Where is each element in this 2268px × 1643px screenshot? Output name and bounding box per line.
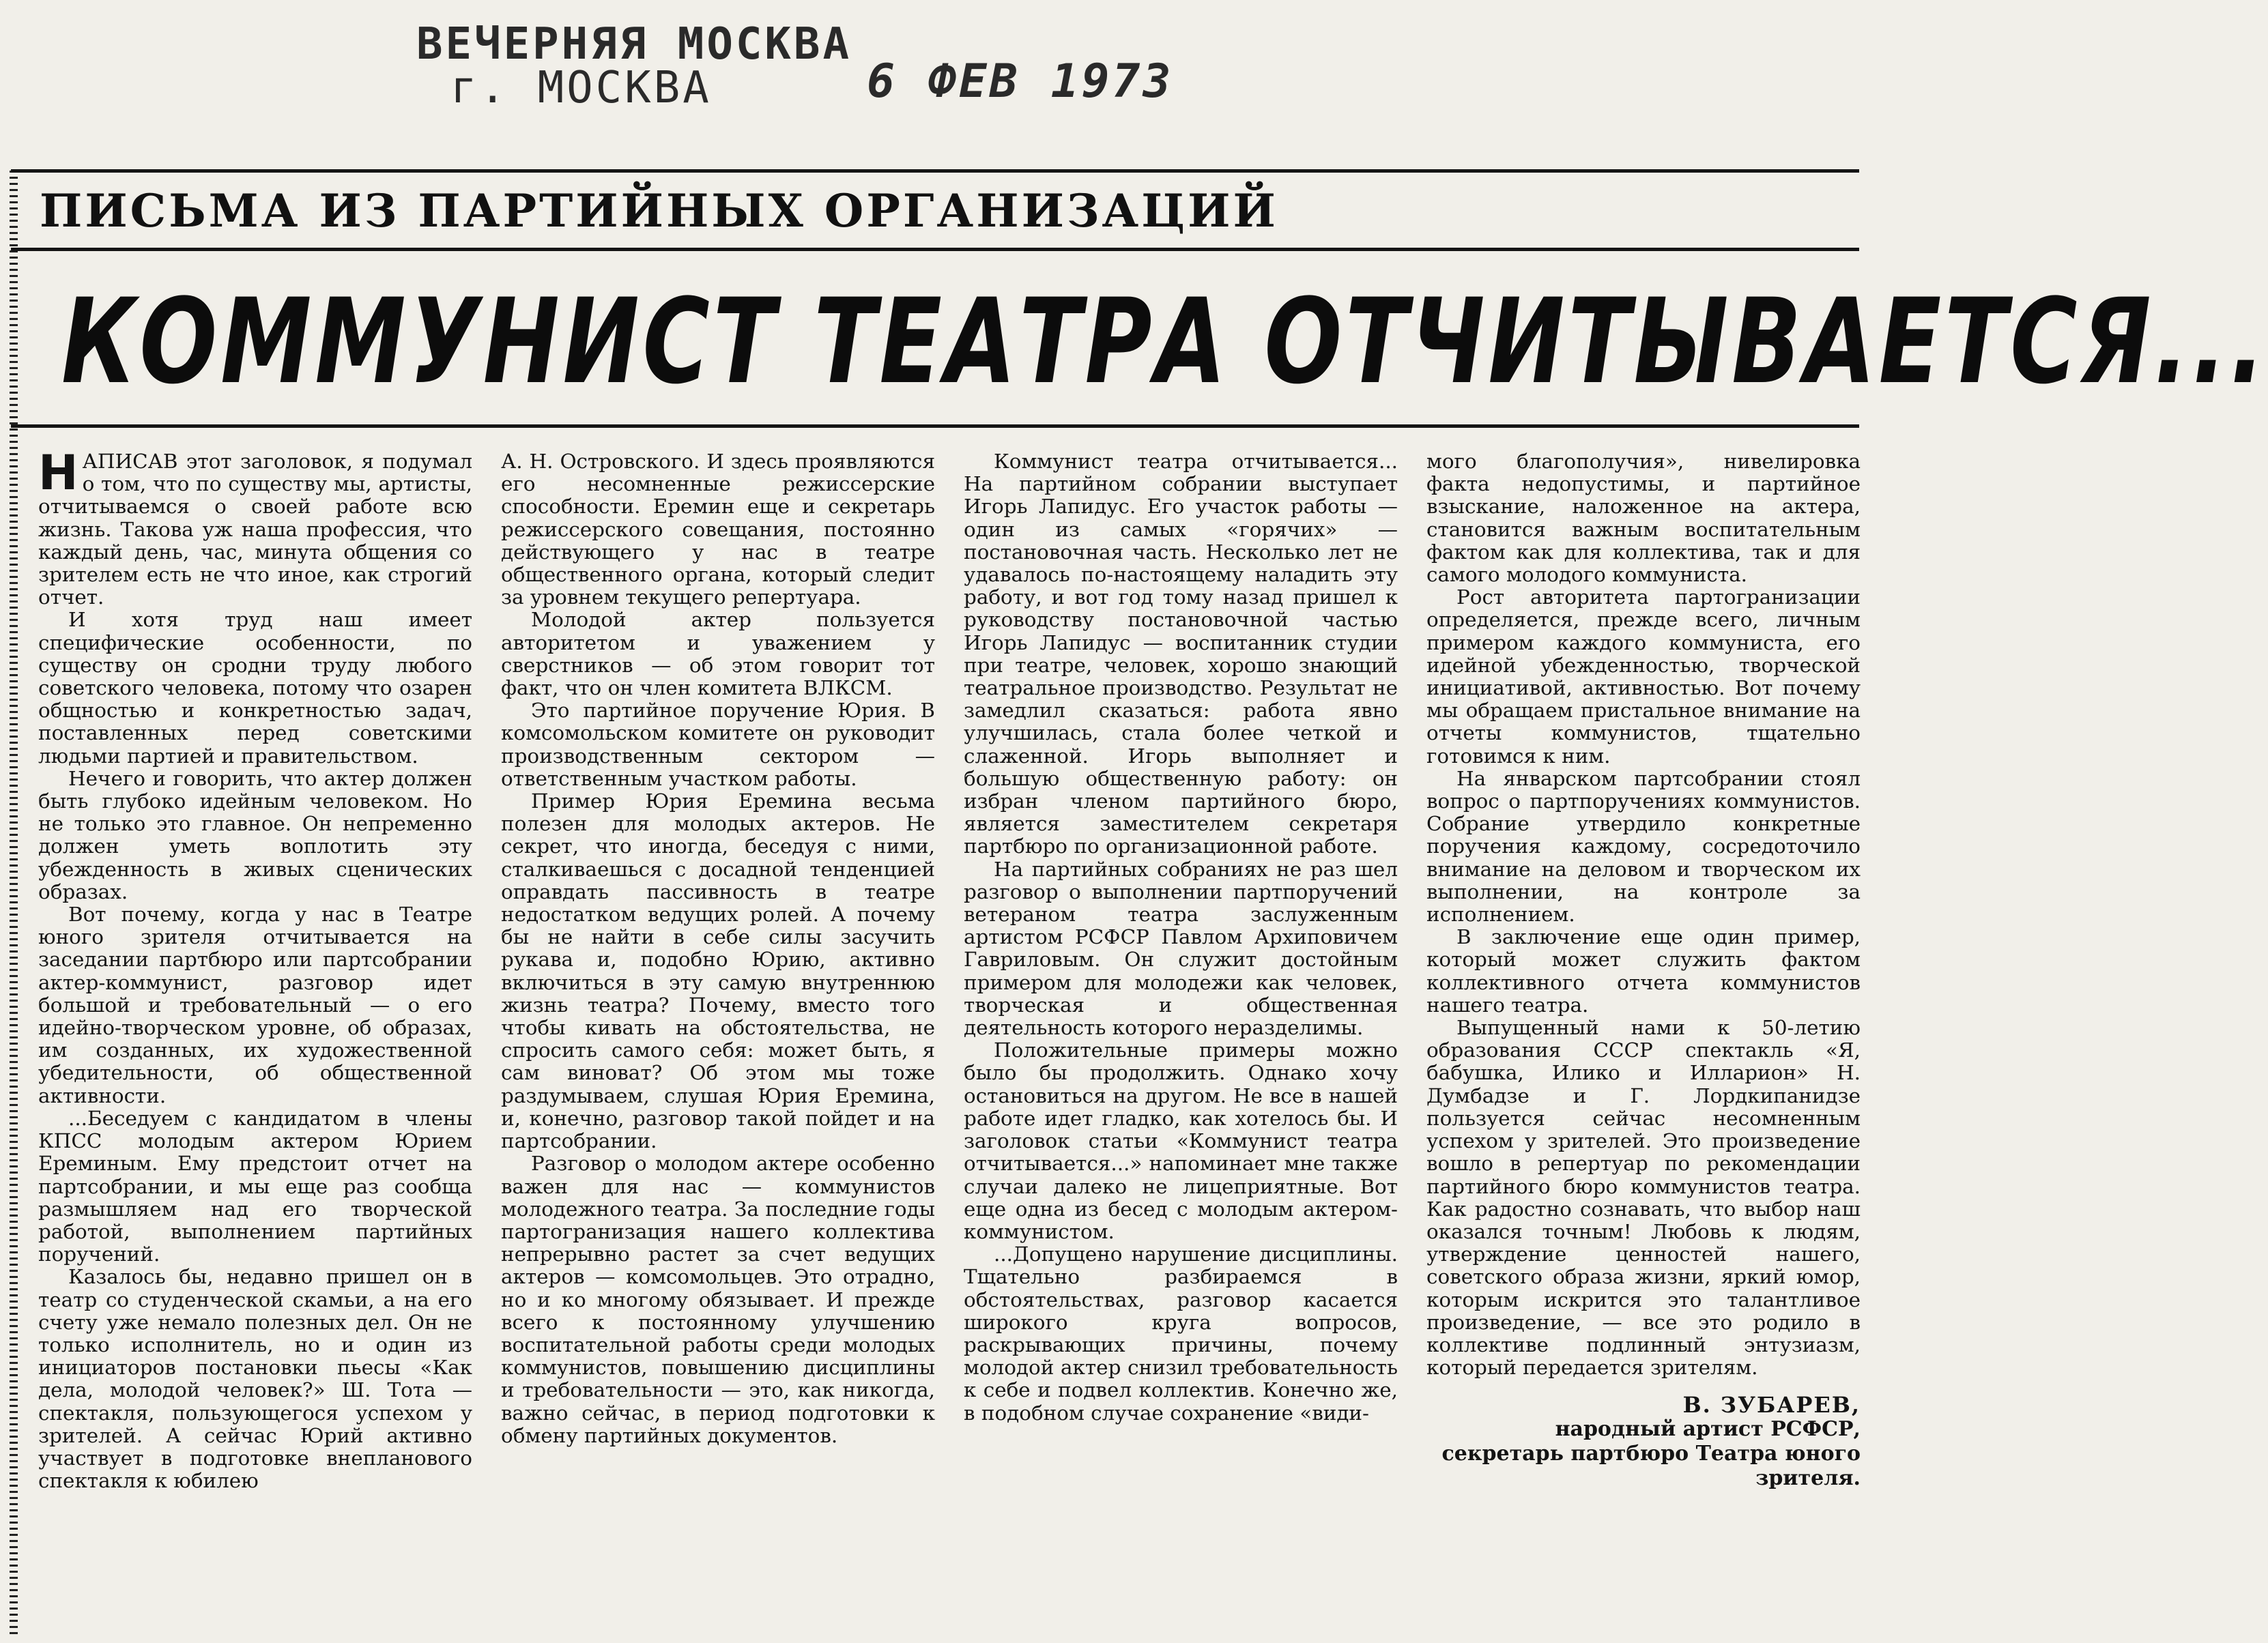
author-position: секретарь партбюро Театра юного зрителя.	[1441, 1442, 1861, 1491]
article-paragraph: Коммунист театра отчитывается... На партийном собрании выступает Игорь Лапидус. Его участок работы — один из самых «горячих» — постановочная часть. Несколько лет не удавалось по-настоящему наладить эту работу, и вот год тому назад пришел к руководству постановочной частью Игорь Лапидус — воспитанник студии при театре, человек, хорошо знающий театральное производство. Результат не замедлил сказаться: работа явно улучшилась, стала более четкой и слаженной. Игорь выполняет и большую общественную работу: он избран членом партийного бюро, является заместителем секретаря партбюро по организационной работе.	[964, 450, 1398, 858]
city-stamp: г. МОСКВА	[450, 63, 712, 113]
paragraph-text: АПИСАВ этот заголовок, я подумал о том, что по существу мы, артисты, отчитываемся о своей работе всю жизнь. Такова уж наша профессия, что каждый день, час, минута общения со зрителем есть не что иное, как строгий отчет.	[38, 450, 472, 609]
article-paragraph: ...Беседуем с кандидатом в члены КПСС молодым актером Юрием Ереминым. Ему предстоит отчет на партсобрании, и мы еще раз сообща размышляем над его творческой работой, выполнением партийных поручений.	[38, 1106, 472, 1266]
article-body	[38, 445, 1861, 1638]
date-stamp: 6 ФЕВ 1973	[867, 55, 1174, 108]
article-paragraph: Положительные примеры можно было бы продолжить. Однако хочу остановиться на другом. Не все в нашей работе идет гладко, как хотелось бы. И заголовок статьи «Коммунист театра отчитывается...» напоминает мне также случаи далеко не лицеприятные. Вот еще одна из бесед с молодым актером-коммунистом.	[964, 1038, 1398, 1243]
article-paragraph: Вот почему, когда у нас в Театре юного зрителя отчитывается на заседании партбюро или партсобрании актер-коммунист, разговор идет большой и требовательный — о его идейно-творческом уровне, об образах, им созданных, их художественной убедительности, об общественной активности.	[38, 903, 472, 1107]
article-paragraph: И хотя труд наш имеет специфические особенности, по существу он сродни труду любого советского человека, потому что озарен общностью и конкретностью задач, поставленных перед советскими людьми партией и правительством.	[38, 608, 472, 768]
article-paragraph: Выпущенный нами к 50-летию образования СССР спектакль «Я, бабушка, Илико и Илларион» Н. Думбадзе и Г. Лордкипанидзе пользуется сейчас несомненным успехом у зрителей. Это произведение вошло в репертуар по рекомендации партийного бюро коммунистов театра. Как радостно сознавать, что выбор наш оказался точным! Любовь к людям, утверждение ценностей нашего, советского образа жизни, яркий юмор, которым искрится это талантливое произведение, — все это родило в коллективе подлинный энтузиазм, который передается зрителям.	[1426, 1016, 1861, 1380]
article-column-4	[1426, 450, 1861, 1491]
article-paragraph: Это партийное поручение Юрия. В комсомольском комитете он руководит производственным сектором — ответственным участком работы.	[501, 699, 935, 790]
author-signature	[1426, 1393, 1861, 1491]
section-rubric: ПИСЬМА ИЗ ПАРТИЙНЫХ ОРГАНИЗАЦИЙ	[40, 184, 1278, 237]
article-paragraph: ...Допущено нарушение дисциплины. Тщательно разбираемся в обстоятельствах, разговор касается широкого круга вопросов, раскрывающих причины, почему молодой актер снизил требовательность к себе и подвел коллектив. Конечно же, в подобном случае сохранение «види-	[964, 1242, 1398, 1425]
article-paragraph: В заключение еще один пример, который может служить фактом коллективного отчета коммунистов нашего театра.	[1426, 925, 1861, 1017]
article-paragraph	[38, 445, 472, 609]
article-paragraph: На январском партсобрании стоял вопрос о партпоручениях коммунистов. Собрание утвердило конкретные поручения каждому, сосредоточило внимание на деловом и творческом их выполнении, на контроле за исполнением.	[1426, 766, 1861, 927]
article-paragraph: Пример Юрия Еремина весьма полезен для молодых актеров. Не секрет, что иногда, беседуя с ними, сталкиваешься с досадной тенденцией оправдать пассивность в театре недостатком ведущих ролей. А почему бы не найти в себе силы засучить рукава и, подобно Юрию, активно включиться в эту самую внутреннюю жизнь театра? Почему, вместо того чтобы кивать на обстоятельства, не спросить самого себя: может быть, я сам виноват? Об этом мы тоже раздумываем, слушая Юрия Еремина, и, конечно, разговор такой пойдет и на партсобрании.	[501, 789, 935, 1153]
newspaper-stamp: ВЕЧЕРНЯЯ МОСКВА	[416, 19, 852, 70]
article-paragraph: А. Н. Островского. И здесь проявляются его несомненные режиссерские способности. Еремин еще и секретарь режиссерского совещания, постоянно действующего у нас в театре общественного органа, который следит за уровнем текущего репертуара.	[501, 450, 935, 609]
article-paragraph: Казалось бы, недавно пришел он в театр со студенческой скамьи, а на его счету уже немало полезных дел. Он не только исполнитель, но и один из инициаторов постановки пьесы «Как дела, молодой человек?» Ш. Тота — спектакля, пользующегося успехом у зрителей. А сейчас Юрий активно участвует в подготовке внепланового спектакля к юбилею	[38, 1265, 472, 1493]
article-column-3	[964, 450, 1398, 1425]
author-title: народный артист РСФСР,	[1555, 1417, 1861, 1442]
article-paragraph: Молодой актер пользуется авторитетом и уважением у сверстников — об этом говорит тот факт, что он член комитета ВЛКСМ.	[501, 608, 935, 700]
article-paragraph: мого благополучия», нивелировка факта недопустимы, и партийное взыскание, наложенное на актера, становится важным воспитательным фактом как для коллектива, так и для самого молодого коммуниста.	[1426, 450, 1861, 587]
article-column-2	[501, 450, 935, 1447]
page-edge-border	[10, 171, 18, 1638]
article-headline: КОММУНИСТ ТЕАТРА ОТЧИТЫВАЕТСЯ...	[61, 273, 2268, 410]
headline-rule	[11, 424, 1859, 428]
article-paragraph: Разговор о молодом актере особенно важен для нас — коммунистов молодежного театра. За последние годы партогранизация нашего коллектива непрерывно растет за счет ведущих актеров — комсомольцев. Это отрадно, но и ко многому обязывает. И прежде всего к постоянному улучшению воспитательной работы среди молодых коммунистов, повышению дисциплины и требовательности — это, как никогда, важно сейчас, в период подготовки к обмену партийных документов.	[501, 1152, 935, 1447]
article-column-1	[38, 445, 472, 1493]
article-paragraph: Нечего и говорить, что актер должен быть глубоко идейным человеком. Но не только это главное. Он непременно должен уметь воплотить эту убежденность в живых сценических образах.	[38, 766, 472, 903]
drop-cap: Н	[38, 445, 78, 501]
article-paragraph: Рост авторитета партогранизации определяется, прежде всего, личным примером каждого коммуниста, его идейной убежденностью, творческой инициативой, активностью. Вот почему мы обращаем пристальное внимание на отчеты коммунистов, тщательно готовимся к ним.	[1426, 585, 1861, 768]
top-rule	[11, 169, 1859, 173]
rubric-rule	[11, 248, 1859, 251]
article-paragraph: На партийных собраниях не раз шел разговор о выполнении партпоручений ветераном театра заслуженным артистом РСФСР Павлом Архиповичем Гавриловым. Он служит достойным примером для молодежи как человек, творческая и общественная деятельность которого неразделимы.	[964, 857, 1398, 1040]
author-name: В. ЗУБАРЕВ,	[1682, 1392, 1861, 1419]
